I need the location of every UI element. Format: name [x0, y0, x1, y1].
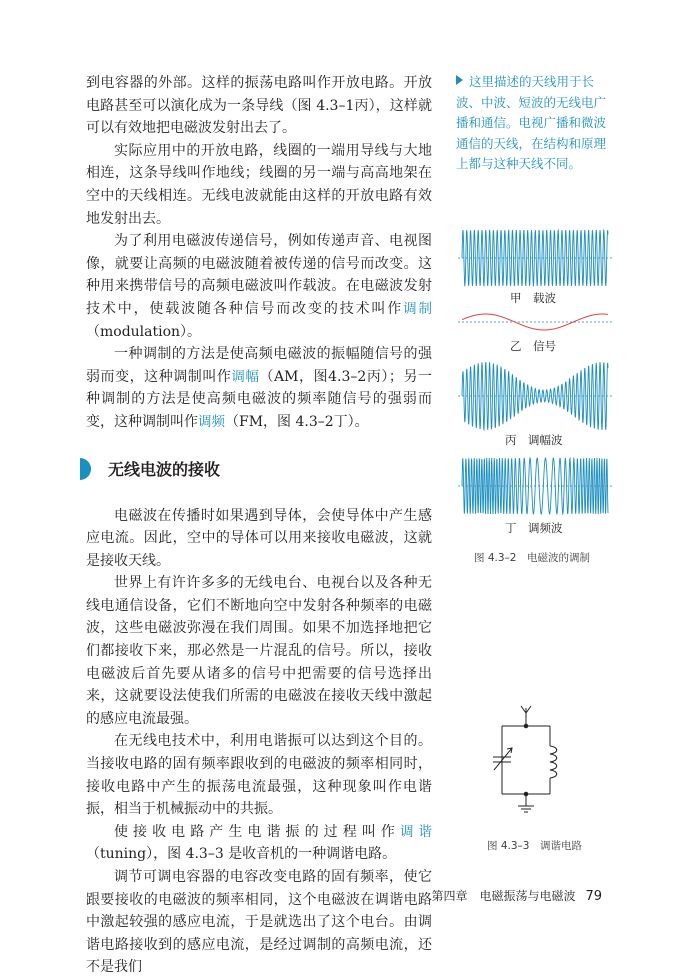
paragraph: [86, 230, 432, 343]
section-heading-text: 无线电波的接收: [108, 459, 221, 479]
paragraph: 世界上有许许多多的无线电台、电视台以及各种无线电通信设备，它们不断地向空中发射各种频率的电磁波，这些电磁波弥漫在我们周围。如果不加选择地把它们都接收下来，那必然是一片混乱的信号。所以，接收电磁波后首先要从诸多的信号中把需要的信号选择出来，这就要设法使我们所需的电磁波在接收天线中激起的感应电流最强。: [86, 575, 432, 727]
label-carrier: 甲 载波: [510, 291, 556, 305]
side-note-text: 这里描述的天线用于长波、中波、短波的无线电广播和通信。电视广播和微波通信的天线，在结构和原理上都与这种天线不同。: [456, 74, 607, 171]
paragraph: 调节可调电容器的电容改变电路的固有频率，使它跟要接收的电磁波的频率相同，这个电磁波在调谐电路中激起较强的感应电流，于是就选出了这个电台。由调谐电路接收到的感应电流，是经过调制的高频电流，还不是我们: [86, 869, 432, 976]
chapter-title: 第四章 电磁振荡与电磁波: [431, 889, 576, 903]
tuning-circuit-figure: [490, 702, 570, 832]
keyword-tuning: 调谐: [399, 823, 432, 840]
text-run: 为了利用电磁波传递信号，例如传递声音、电视图像，就要让高频的电磁波随着被传递的信号而改变。这种用来携带信号的高频电磁波叫作载波。在电磁波发射技术中，使载波随各种信号而改变的技术叫作: [86, 233, 432, 317]
paragraph: 实际应用中的开放电路，线圈的一端用导线与大地相连，这条导线叫作地线；线圈的另一端与高高地架在空中的天线相连。无线电波就能由这样的开放电路有效地发射出去。: [86, 142, 432, 227]
text-run: （modulation）。: [86, 323, 202, 340]
paragraph: 在无线电技术中，利用电谐振可以达到这个目的。当接收电路的固有频率跟收到的电磁波的频率相同时，接收电路中产生的振荡电流最强，这种现象叫作电谐振，相当于机械振动中的共振。: [86, 733, 432, 818]
am-wave-figure: [450, 358, 620, 434]
main-text-column: [86, 72, 432, 979]
text-run: 使接收电路产生电谐振的过程叫作: [114, 823, 400, 840]
label-fm: 丁 调频波: [505, 521, 563, 535]
paragraph: [86, 343, 432, 433]
label-signal: 乙 信号: [510, 339, 556, 353]
paragraph: 到电容器的外部。这样的振荡电路叫作开放电路。开放电路甚至可以演化成为一条导线（图 4.3–1丙），这样就可以有效地把电磁波发射出去了。: [86, 75, 432, 137]
side-note: [456, 72, 612, 175]
paragraph: 电磁波在传播时如果遇到导体，会使导体中产生感应电流。因此，空中的导体可以用来接收电磁波，这就是接收天线。: [86, 507, 432, 569]
carrier-wave-figure: [450, 222, 620, 294]
page-footer: [431, 887, 602, 904]
text-run: （FM，图 4.3–2丁）。: [225, 413, 369, 430]
text-run: （tuning），图 4.3–3 是收音机的一种调谐电路。: [86, 846, 397, 863]
signal-figure: [450, 306, 620, 336]
triangle-bullet-icon: [456, 75, 463, 85]
section-heading: [86, 456, 432, 482]
keyword-modulation: 调制: [403, 300, 433, 317]
antenna-icon: [521, 706, 531, 724]
text-run: （AM，图4.3–2丙）；另一种调制的方法是使高频电磁波的频率随信号的强弱而变，这种调制叫作: [86, 368, 433, 430]
fm-wave-figure: [450, 452, 620, 520]
label-am: 丙 调幅波: [505, 433, 563, 447]
keyword-am: 调幅: [231, 368, 260, 385]
keyword-fm: 调频: [198, 413, 225, 430]
ground-icon: [518, 794, 534, 812]
inductor-coil-icon: [550, 746, 557, 778]
paragraph: [86, 821, 432, 866]
text-run: 一种调制的方法是使高频电磁波的振幅随信号的强弱而变，这种调制叫作: [86, 346, 432, 385]
figure-caption: 图 4.3–2 电磁波的调制: [474, 552, 590, 564]
fm-wave: [462, 458, 608, 514]
page-number: 79: [585, 889, 602, 904]
figure-caption: 图 4.3–3 调谐电路: [487, 840, 582, 852]
heading-marker-icon: [80, 458, 91, 480]
